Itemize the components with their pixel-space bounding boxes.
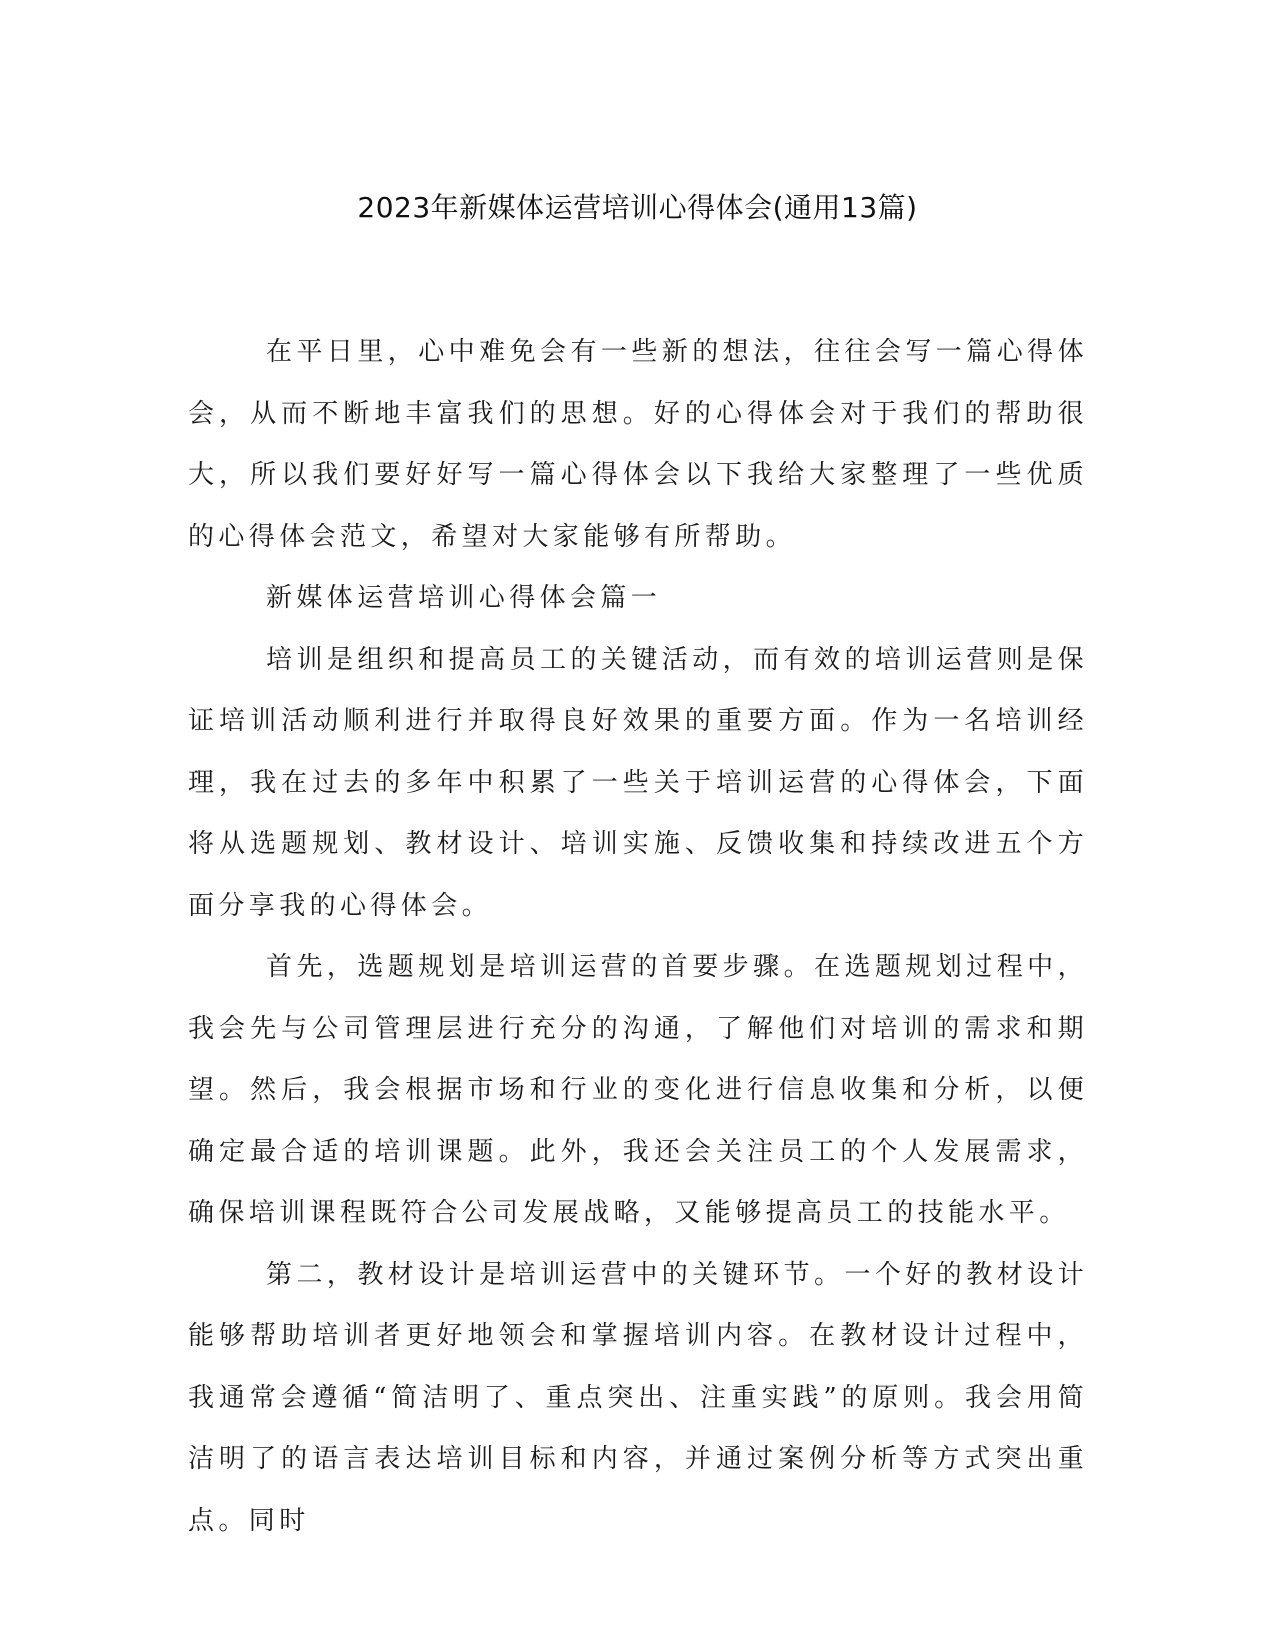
body-paragraph: 培训是组织和提高员工的关键活动，而有效的培训运营则是保证培训活动顺利进行并取得良好效果的重要方面。作为一名培训经理，我在过去的多年中积累了一些关于培训运营的心得体会，下面将从选题规划、教材设计、培训实施、反馈收集和持续改进五个方面分享我的心得体会。 [188, 644, 1088, 921]
body-paragraph: 第二，教材设计是培训运营中的关键环节。一个好的教材设计能够帮助培训者更好地领会和掌握培训内容。在教材设计过程中，我通常会遵循“简洁明了、重点突出、注重实践”的原则。我会用简洁明了的语言表达培训目标和内容，并通过案例分析等方式突出重点。同时 [188, 1259, 1088, 1536]
intro-paragraph: 在平日里，心中难免会有一些新的想法，往往会写一篇心得体会，从而不断地丰富我们的思想。好的心得体会对于我们的帮助很大，所以我们要好好写一篇心得体会以下我给大家整理了一些优质的心得体会范文，希望对大家能够有所帮助。 [188, 337, 1088, 552]
document-body [188, 322, 1088, 1552]
body-paragraph: 首先，选题规划是培训运营的首要步骤。在选题规划过程中，我会先与公司管理层进行充分的沟通，了解他们对培训的需求和期望。然后，我会根据市场和行业的变化进行信息收集和分析，以便确定最合适的培训课题。此外，我还会关注员工的个人发展需求，确保培训课程既符合公司发展战略，又能够提高员工的技能水平。 [188, 952, 1088, 1228]
document-title: 2023年新媒体运营培训心得体会(通用13篇) [357, 191, 918, 224]
section-heading: 新媒体运营培训心得体会篇一 [266, 583, 662, 613]
